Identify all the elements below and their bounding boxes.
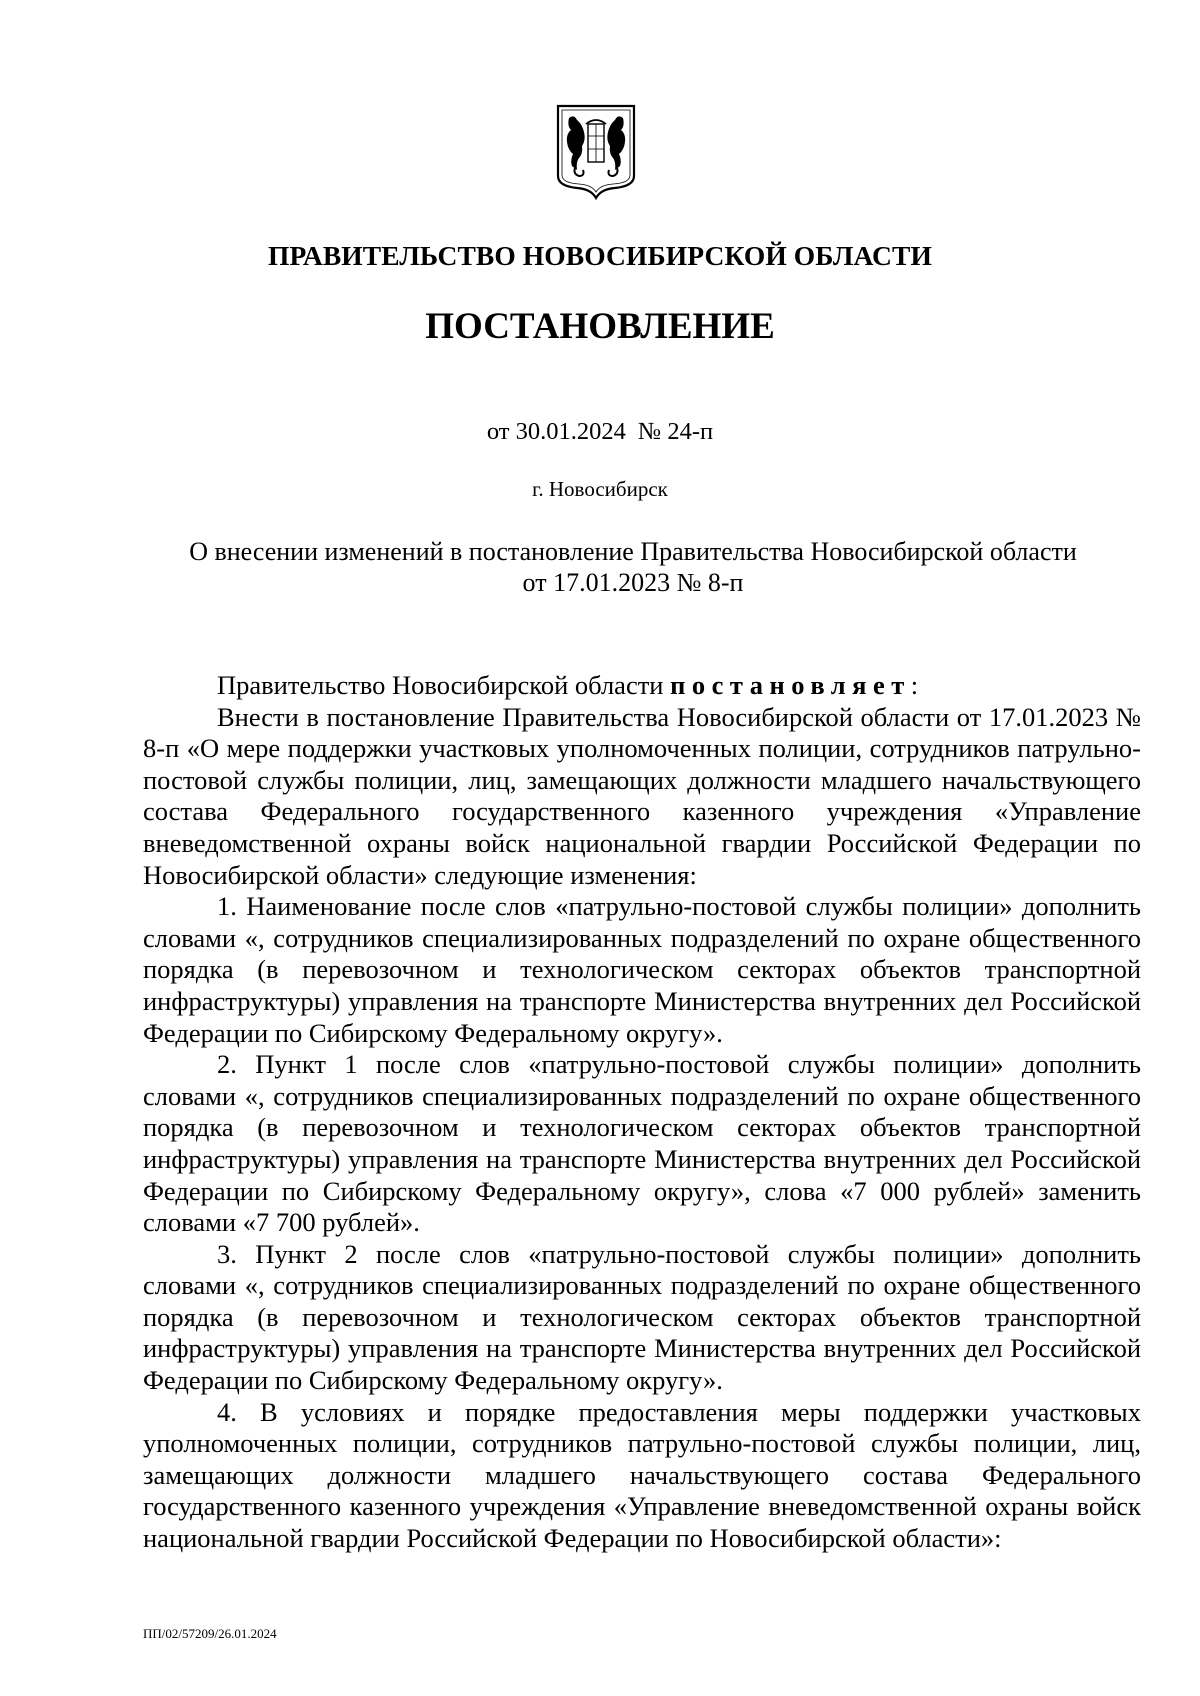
document-title [140, 536, 1126, 598]
intro-paragraph [143, 670, 1141, 702]
body-paragraph: 1. Наименование после слов «патрульно-постовой службы полиции» дополнить словами «, сотрудников специализированных подразделений по охране общественного порядка (в перевозочном и технологическом секторах объектов транспортной инфраструктуры) управления на транспорте Министерства внутренних дел Российской Федерации по Сибирскому Федеральному округу». [143, 891, 1141, 1048]
body-paragraph: 4. В условиях и порядке предоставления меры поддержки участковых уполномоченных полиции, сотрудников патрульно-постовой службы полиции, лиц, замещающих должности младшего начальствующего состава Федерального государственного казенного учреждения «Управление вневедомственной охраны войск национальной гвардии Российской Федерации по Новосибирской области»: [143, 1396, 1141, 1554]
body-paragraph: 3. Пункт 2 после слов «патрульно-постовой службы полиции» дополнить словами «, сотрудников специализированных подразделений по охране общественного порядка (в перевозочном и технологическом секторах объектов транспортной инфраструктуры) управления на транспорте Министерства внутренних дел Российской Федерации по Сибирскому Федеральному округу». [143, 1238, 1141, 1396]
title-line-1: О внесении изменений в постановление Правительства Новосибирской области [189, 537, 1077, 566]
organization-name: ПРАВИТЕЛЬСТВО НОВОСИБИРСКОЙ ОБЛАСТИ [268, 240, 932, 271]
city: г. Новосибирск [532, 477, 668, 501]
intro-prefix: Правительство Новосибирской области [217, 670, 664, 700]
coat-of-arms-icon [555, 104, 637, 200]
document-body [143, 670, 1141, 1555]
document-type: ПОСТАНОВЛЕНИЕ [425, 306, 775, 347]
title-line-2: от 17.01.2023 № 8-п [522, 568, 744, 597]
document-number: № 24-п [637, 418, 714, 445]
document-date: 30.01.2024 [515, 418, 626, 445]
body-paragraph: Внести в постановление Правительства Новосибирской области от 17.01.2023 № 8-п «О мере поддержки участковых уполномоченных полиции, сотрудников патрульно-постовой службы полиции, лиц, замещающих должности младшего начальствующего состава Федерального государственного казенного учреждения «Управление вневедомственной охраны войск национальной гвардии Российской Федерации по Новосибирской области» следующие изменения: [143, 701, 1141, 890]
body-paragraph: 2. Пункт 1 после слов «патрульно-постовой службы полиции» дополнить словами «, сотрудников специализированных подразделений по охране общественного порядка (в перевозочном и технологическом секторах объектов транспортной инфраструктуры) управления на транспорте Министерства внутренних дел Российской Федерации по Сибирскому Федеральному округу», слова «7 000 рублей» заменить словами «7 700 рублей». [143, 1049, 1141, 1238]
intro-colon: : [910, 670, 919, 700]
intro-verb: постановляет [670, 670, 911, 700]
date-prefix: от [486, 418, 510, 445]
footer-code: ПП/02/57209/26.01.2024 [143, 1626, 277, 1641]
date-number-line [0, 418, 1200, 446]
